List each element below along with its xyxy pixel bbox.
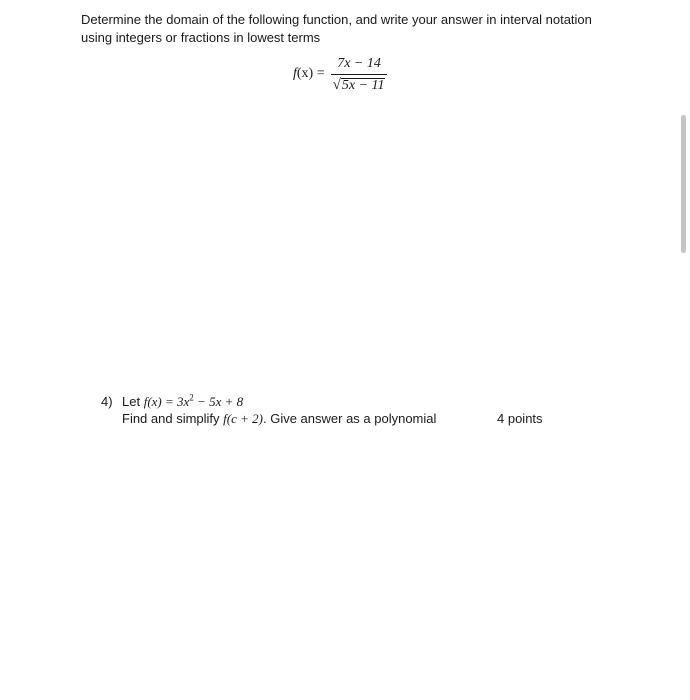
formula-fraction (331, 56, 388, 93)
problem-4-number: 4) (101, 394, 113, 409)
formula-numerator: 7x − 14 (337, 55, 381, 71)
problem-4-let: Let (122, 394, 141, 409)
instruction-suffix: . Give answer as a polynomial (262, 411, 437, 426)
formula-denominator (331, 75, 388, 93)
problem-4-statement (122, 393, 243, 411)
function-formula (293, 54, 387, 94)
problem-4-function (144, 394, 243, 409)
function-definition: f(x) = 3x (143, 394, 190, 409)
formula-lhs-f: f (293, 66, 297, 81)
vertical-scrollbar[interactable] (681, 115, 686, 253)
formula-lhs-arg: (x) = (296, 66, 325, 81)
problem-3-instruction-line-2: using integers or fractions in lowest terms (81, 30, 321, 45)
formula-radicand: 5x − 11 (341, 77, 385, 93)
instruction-expression: f(c + 2) (223, 411, 263, 426)
radical-sign: √ (332, 76, 341, 93)
instruction-prefix: Find and simplify (122, 411, 220, 426)
formula-lhs (293, 66, 325, 82)
function-exponent: 2 (189, 392, 194, 403)
function-rest: − 5x + 8 (193, 394, 244, 409)
problem-3-instruction-line-1: Determine the domain of the following function, and write your answer in interval notation (81, 12, 592, 27)
points-label: 4 points (497, 411, 543, 426)
problem-4-instruction (122, 410, 436, 428)
